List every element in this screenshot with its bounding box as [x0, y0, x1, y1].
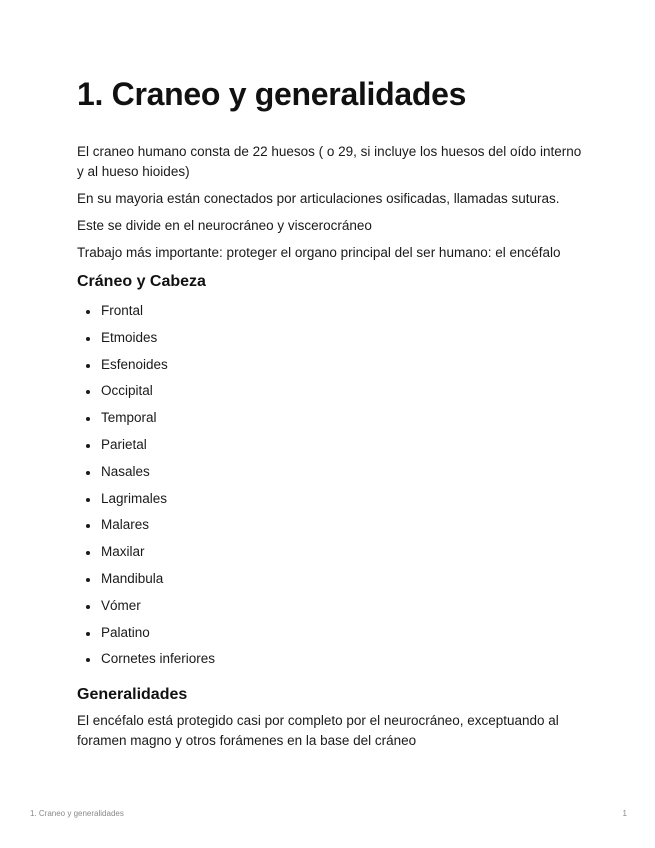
- list-item: Nasales: [77, 459, 215, 486]
- section-heading-craneo: Cráneo y Cabeza: [77, 273, 206, 290]
- list-item: Temporal: [77, 405, 215, 432]
- list-item: Malares: [77, 512, 215, 539]
- list-item: Vómer: [77, 593, 215, 620]
- list-item: Palatino: [77, 620, 215, 647]
- footer-title: 1. Craneo y generalidades: [30, 809, 124, 818]
- list-item: Etmoides: [77, 325, 215, 352]
- page-number: 1: [622, 809, 627, 818]
- intro-paragraph: En su mayoria están conectados por articulaciones osificadas, llamadas suturas.: [77, 191, 560, 206]
- intro-paragraph: Trabajo más importante: proteger el organo principal del ser humano: el encéfalo: [77, 245, 561, 260]
- list-item: Cornetes inferiores: [77, 646, 215, 673]
- page-title: 1. Craneo y generalidades: [77, 76, 467, 112]
- list-item: Occipital: [77, 378, 215, 405]
- section-heading-generalidades: Generalidades: [77, 686, 188, 703]
- intro-paragraph: El craneo humano consta de 22 huesos ( o 29, si incluye los huesos del oído interno y al hueso hioides): [77, 144, 582, 179]
- list-item: Mandibula: [77, 566, 215, 593]
- list-item: Frontal: [77, 298, 215, 325]
- intro-paragraph: Este se divide en el neurocráneo y viscerocráneo: [77, 218, 372, 233]
- intro-section: [77, 142, 587, 270]
- list-item: Esfenoides: [77, 352, 215, 379]
- bones-list: [77, 298, 215, 673]
- list-item: Lagrimales: [77, 486, 215, 513]
- list-item: Parietal: [77, 432, 215, 459]
- list-item: Maxilar: [77, 539, 215, 566]
- generalidades-paragraph: El encéfalo está protegido casi por completo por el neurocráneo, exceptuando al foramen magno y otros forámenes en la base del cráneo: [77, 713, 559, 748]
